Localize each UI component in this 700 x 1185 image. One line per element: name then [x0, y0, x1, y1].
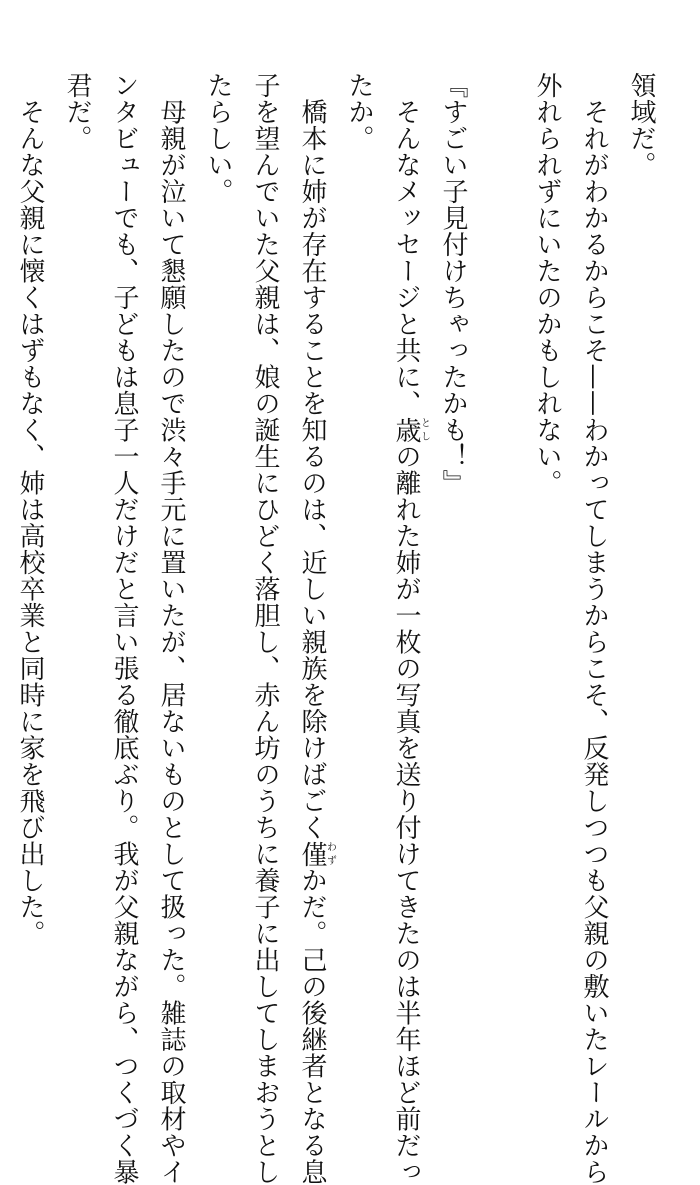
text-line: 子を望んでいた父親は、娘の誕生にひどく落胆し、赤ん坊のうちに養子に出してしまおうとし: [250, 72, 280, 1185]
text-line: そんな父親に懐くはずもなく、姉は高校卒業と同時に家を飛び出した。: [15, 72, 45, 947]
text-line-with-ruby: 橋本に姉が存在することを知るのは、近しい親族を除けばごく僅わずかだ。己の後継者となる息: [297, 72, 336, 1185]
text-line: [0, 72, 6, 972]
text-line: 母親が泣いて懇願したので渋々手元に置いたが、居ないものとして扱った。雑誌の取材やイ: [156, 72, 186, 1185]
text-line: それがわかるからこそ——わかってしまうからこそ、反発しつつも父親の敷いたレールから: [579, 72, 609, 1185]
text-line: たらしい。: [203, 72, 233, 205]
text-line: 外れられずにいたのかもしれない。: [532, 72, 562, 496]
vertical-text-body: [15, 72, 664, 1185]
text-line: 君だ。: [62, 72, 92, 152]
text-line: ンタビューでも、子どもは息子一人だけだと言い張る徹底ぶり。我が父親ながら、つくづく暴: [109, 72, 139, 1185]
text-line: 『すごい子見付けちゃったかも！』: [438, 72, 468, 496]
blank-line: [476, 72, 523, 972]
text-line-with-ruby: そんなメッセージと共に、歳としの離れた姉が一枚の写真を送り付けてきたのは半年ほど前だっ: [391, 72, 430, 1185]
text-line: たか。: [344, 72, 374, 152]
ruby-toshi: 歳とし: [391, 416, 430, 443]
ruby-wazu: 僅わず: [297, 840, 336, 867]
text-line: 領域だ。: [626, 72, 656, 178]
